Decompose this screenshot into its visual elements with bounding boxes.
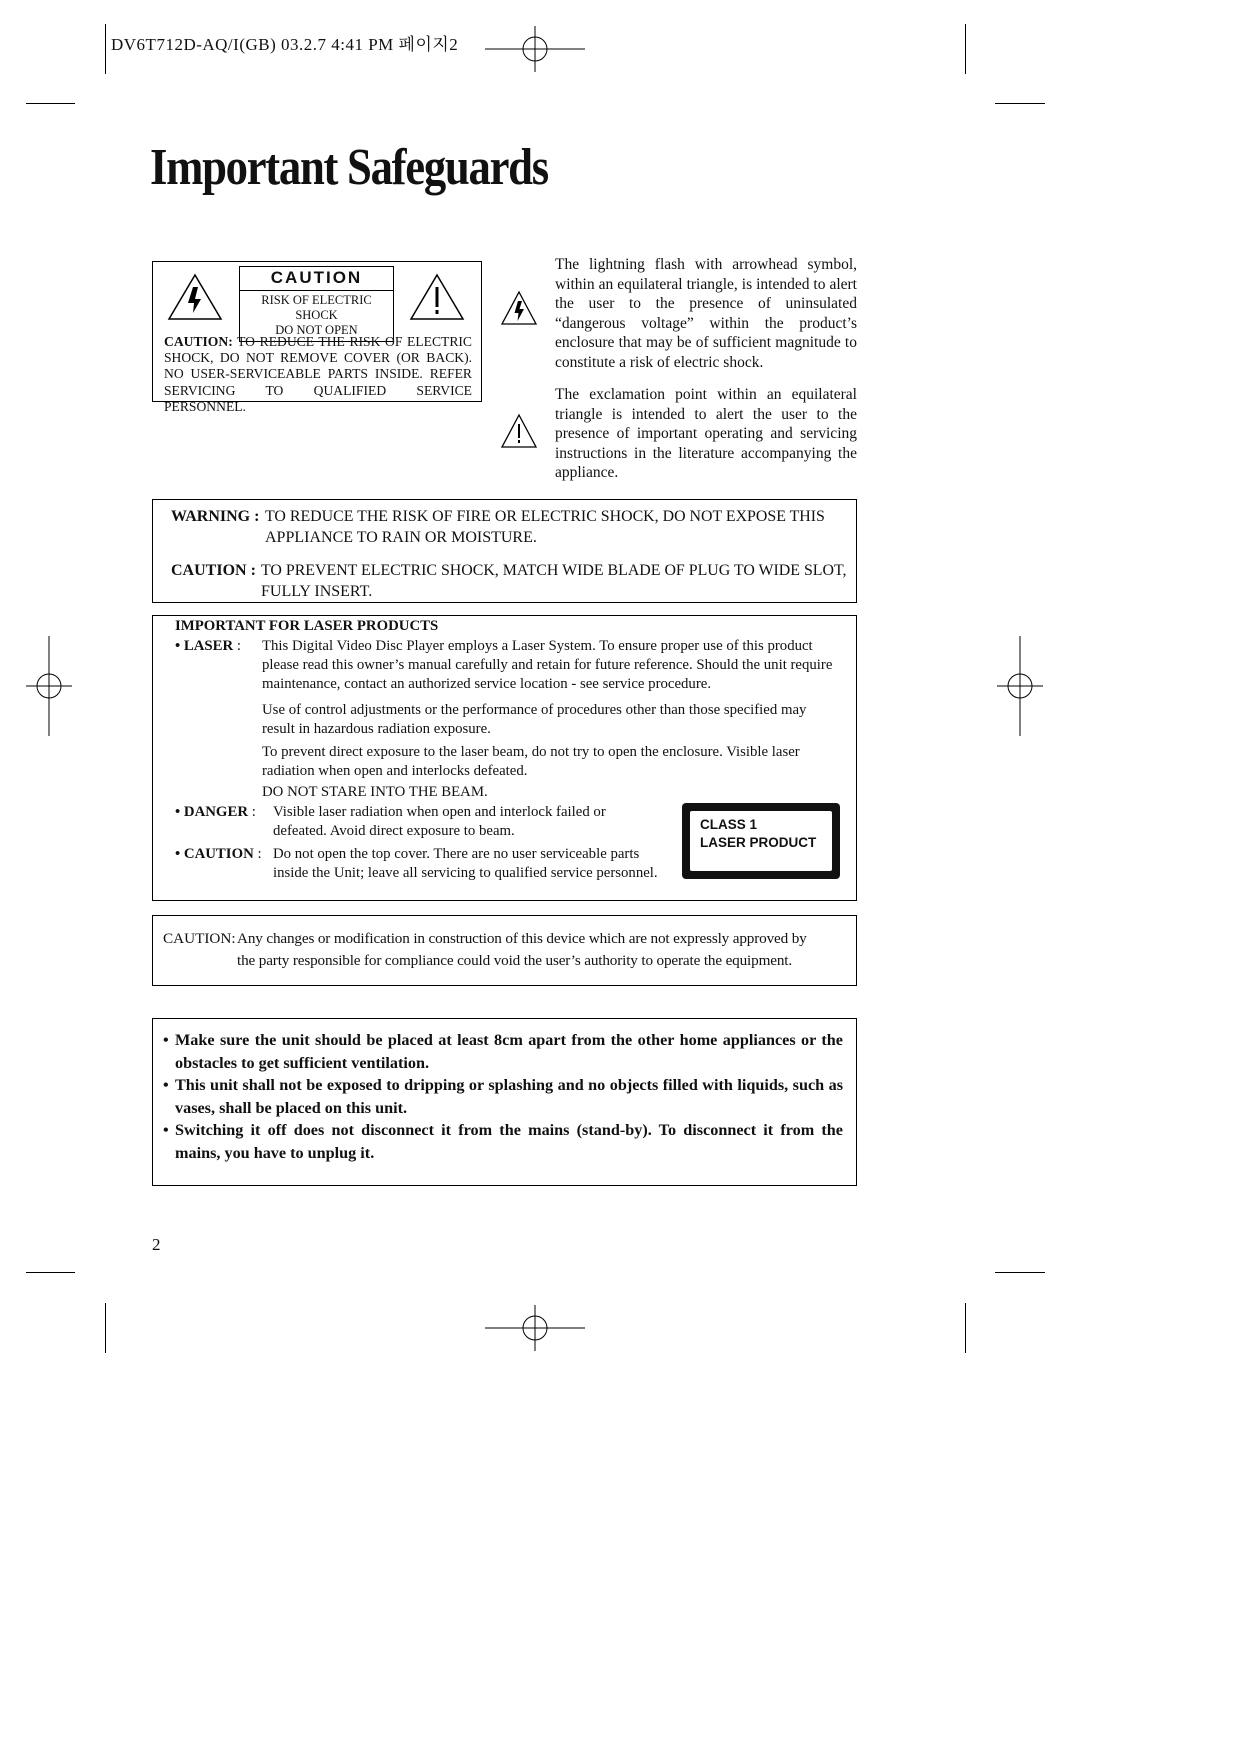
class1-laser-label	[682, 803, 840, 879]
warning-text: APPLIANCE TO RAIN OR MOISTURE.	[265, 529, 537, 546]
laser-products-box	[152, 615, 857, 901]
laser-paragraph: DO NOT STARE INTO THE BEAM.	[262, 784, 488, 800]
class-line: CLASS 1	[700, 817, 758, 832]
modification-box	[152, 915, 857, 986]
lightning-warning-icon	[167, 273, 223, 321]
laser-paragraph: Use of control adjustments or the performance of procedures other than those specified may result in hazardous radiation exposure.	[262, 702, 807, 738]
crop-mark	[26, 1272, 75, 1273]
warning-box	[152, 499, 857, 603]
caution-sub-line: RISK OF ELECTRIC SHOCK	[261, 293, 372, 322]
danger-label: • DANGER	[175, 804, 249, 820]
crop-mark	[105, 24, 106, 74]
crop-mark	[965, 24, 966, 74]
lightning-warning-icon	[500, 290, 538, 326]
caution-body	[164, 334, 472, 415]
caution-item: • CAUTION :	[175, 846, 262, 862]
crop-mark	[995, 1272, 1045, 1273]
laser-label: • LASER	[175, 638, 234, 654]
registration-mark-icon	[485, 26, 585, 72]
caution-label-box	[152, 261, 482, 414]
caution-label-plate	[239, 266, 394, 342]
laser-paragraph: To prevent direct exposure to the laser beam, do not try to open the enclosure. Visible laser radiation when open and interlocks defeated.	[262, 744, 800, 780]
laser-item: • LASER :	[175, 638, 242, 654]
page-number: 2	[152, 1235, 161, 1254]
danger-text: Visible laser radiation when open and interlock failed or defeated. Avoid direct exposure to beam.	[273, 804, 606, 840]
caution-heading: CAUTION	[240, 267, 393, 291]
registration-mark-icon	[26, 636, 72, 736]
note-item: • Make sure the unit should be placed at least 8cm apart from the other home appliances or the obstacles to get sufficient ventilation.	[163, 1029, 843, 1074]
notes-box	[152, 1018, 857, 1186]
caution-text: FULLY INSERT.	[261, 583, 373, 600]
note-item: • This unit shall not be exposed to dripping or splashing and no objects filled with liquids, such as vases, shall be placed on this unit.	[163, 1074, 843, 1119]
exclamation-description: The exclamation point within an equilateral triangle is intended to alert the user to the presence of important operating and servicing instructions in the literature accompanying the appliance.	[555, 386, 857, 481]
laser-heading: IMPORTANT FOR LASER PRODUCTS	[175, 618, 439, 634]
crop-mark	[26, 103, 75, 104]
danger-item: • DANGER :	[175, 804, 256, 820]
crop-mark	[995, 103, 1045, 104]
notes-list	[163, 1029, 843, 1164]
registration-mark-icon	[485, 1305, 585, 1351]
laser-paragraph: This Digital Video Disc Player employs a Laser System. To ensure proper use of this product please read this owner’s manual carefully and retain for future reference. Should the unit require maintenance, contact an authorized service location - see service procedure.	[262, 638, 833, 693]
warning-label: WARNING :	[171, 508, 260, 525]
caution-body-prefix: CAUTION:	[164, 334, 233, 349]
caution-body-text: TO REDUCE THE RISK OF ELECTRIC SHOCK, DO NOT REMOVE COVER (OR BACK). NO USER-SERVICEABLE PARTS INSIDE. REFER SERVICING TO QUALIFIED SERVICE PERSONNEL.	[164, 334, 472, 414]
caution-text: Do not open the top cover. There are no user serviceable parts inside the Unit; leave all servicing to qualified service personnel.	[273, 846, 658, 882]
caution-sub-line: DO NOT OPEN	[275, 323, 358, 337]
print-header: DV6T712D-AQ/I(GB) 03.2.7 4:41 PM 페이지2	[111, 35, 459, 54]
lightning-description: The lightning flash with arrowhead symbol, within an equilateral triangle, is intended to alert the user to the presence of uninsulated “dangerous voltage” within the product’s enclosure that may be of sufficient magnitude to constitute a risk of electric shock.	[555, 256, 857, 371]
modification-text: Any changes or modification in construction of this device which are not expressly approved by	[237, 930, 807, 947]
caution-text: TO PREVENT ELECTRIC SHOCK, MATCH WIDE BLADE OF PLUG TO WIDE SLOT,	[261, 562, 847, 579]
exclamation-warning-icon	[500, 413, 538, 449]
registration-mark-icon	[997, 636, 1043, 736]
caution-label: • CAUTION	[175, 846, 254, 862]
note-text: This unit shall not be exposed to dripping or splashing and no objects filled with liquids, such as vases, shall be placed on this unit.	[175, 1076, 843, 1117]
crop-mark	[105, 1303, 106, 1353]
warning-text: TO REDUCE THE RISK OF FIRE OR ELECTRIC SHOCK, DO NOT EXPOSE THIS	[265, 508, 825, 525]
page-title: Important Safeguards	[150, 139, 548, 196]
note-text: Switching it off does not disconnect it from the mains (stand-by). To disconnect it from the mains, you have to unplug it.	[175, 1121, 843, 1162]
class-line: LASER PRODUCT	[700, 835, 817, 850]
crop-mark	[965, 1303, 966, 1353]
exclamation-warning-icon	[409, 273, 465, 321]
note-text: Make sure the unit should be placed at least 8cm apart from the other home appliances or the obstacles to get sufficient ventilation.	[175, 1031, 843, 1072]
caution-label: CAUTION :	[171, 562, 256, 579]
modification-text: the party responsible for compliance could void the user’s authority to operate the equipment.	[237, 952, 792, 969]
modification-label: CAUTION:	[163, 930, 236, 947]
note-item: • Switching it off does not disconnect it from the mains (stand-by). To disconnect it from the mains, you have to unplug it.	[163, 1119, 843, 1164]
